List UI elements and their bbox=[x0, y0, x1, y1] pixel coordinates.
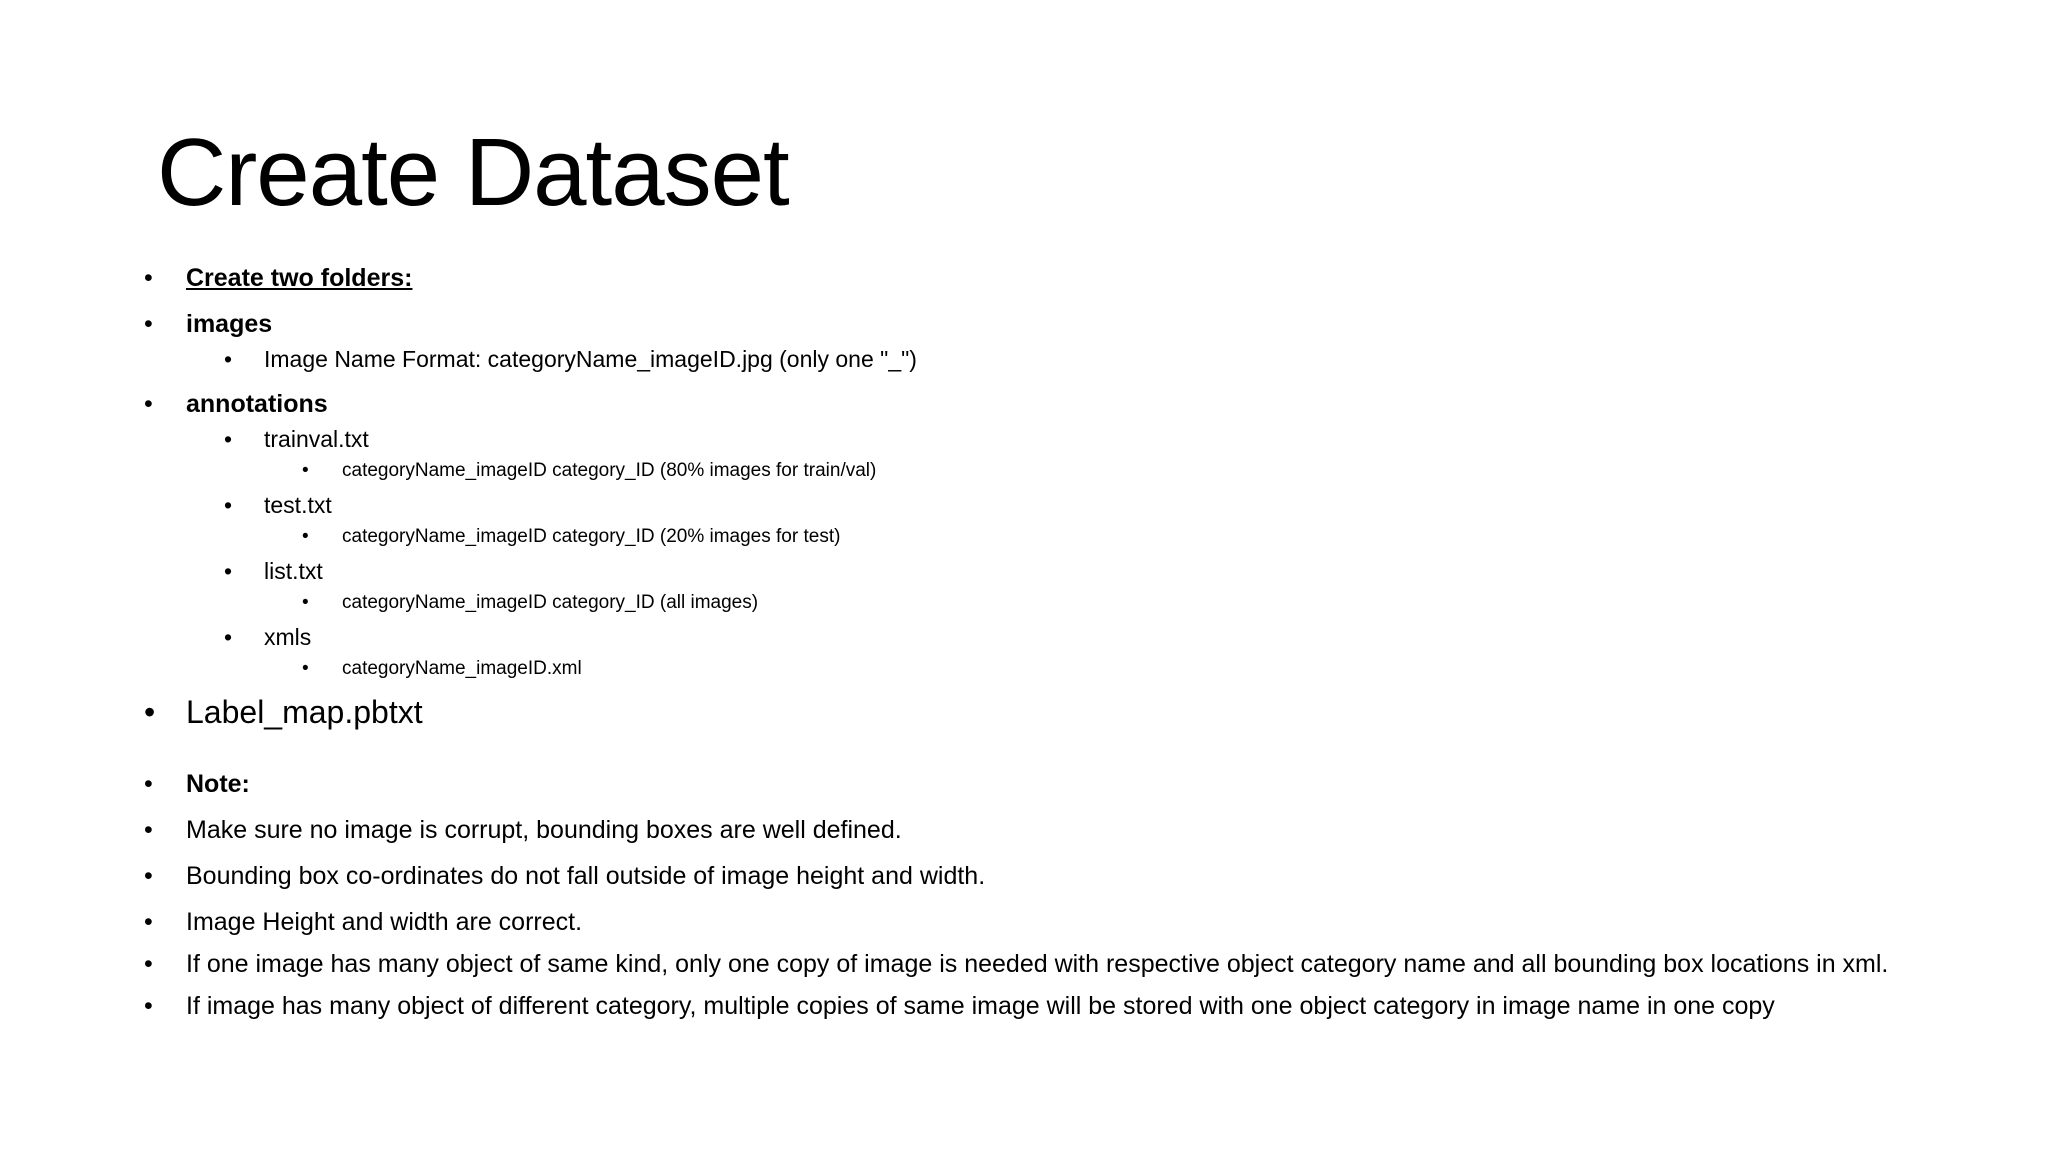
list-item bbox=[144, 622, 1924, 652]
bullet-icon: • bbox=[224, 624, 233, 650]
list-item bbox=[144, 590, 1924, 616]
list-item bbox=[144, 344, 1924, 374]
bullet-icon: • bbox=[144, 908, 153, 936]
bullet-icon: • bbox=[144, 992, 153, 1020]
bullet-icon: • bbox=[144, 950, 153, 978]
bullet-icon: • bbox=[144, 862, 153, 890]
create-folders-heading: Create two folders: bbox=[186, 264, 413, 292]
note-text: If one image has many object of same kind, only one copy of image is needed with respective object category name and all bounding box locations in xml. bbox=[186, 950, 1889, 978]
list-item bbox=[144, 906, 1924, 938]
list-item bbox=[144, 768, 1924, 800]
list-item bbox=[144, 490, 1924, 520]
bullet-icon: • bbox=[144, 816, 153, 844]
list-item bbox=[144, 458, 1924, 484]
slide-title: Create Dataset bbox=[157, 119, 789, 226]
bullet-list bbox=[144, 262, 1924, 1036]
bullet-icon: • bbox=[224, 558, 233, 584]
list-item bbox=[144, 656, 1924, 682]
bullet-icon: • bbox=[302, 460, 309, 481]
list-item bbox=[144, 556, 1924, 586]
list-item bbox=[144, 424, 1924, 454]
bullet-icon: • bbox=[144, 694, 156, 730]
list-item bbox=[144, 814, 1924, 846]
trainval-file-label: trainval.txt bbox=[264, 426, 369, 452]
annotations-folder-label: annotations bbox=[186, 390, 328, 418]
bullet-icon: • bbox=[302, 526, 309, 547]
list-description: categoryName_imageID category_ID (all images) bbox=[342, 592, 759, 613]
bullet-icon: • bbox=[224, 346, 233, 372]
label-map-file-label: Label_map.pbtxt bbox=[186, 694, 423, 730]
image-name-format-text: Image Name Format: categoryName_imageID.jpg (only one "_") bbox=[264, 346, 917, 372]
xmls-description: categoryName_imageID.xml bbox=[342, 658, 582, 679]
list-item bbox=[144, 262, 1924, 294]
xmls-folder-label: xmls bbox=[264, 624, 312, 650]
note-text: If image has many object of different category, multiple copies of same image will be stored with one object category in image name in one copy bbox=[186, 992, 1775, 1020]
bullet-icon: • bbox=[144, 390, 153, 418]
list-item bbox=[144, 524, 1924, 550]
bullet-icon: • bbox=[144, 264, 153, 292]
note-heading: Note: bbox=[186, 770, 250, 798]
note-text: Image Height and width are correct. bbox=[186, 908, 583, 936]
list-file-label: list.txt bbox=[264, 558, 323, 584]
note-text: Make sure no image is corrupt, bounding boxes are well defined. bbox=[186, 816, 902, 844]
test-description: categoryName_imageID category_ID (20% images for test) bbox=[342, 526, 841, 547]
note-text: Bounding box co-ordinates do not fall outside of image height and width. bbox=[186, 862, 986, 890]
bullet-icon: • bbox=[224, 426, 233, 452]
images-folder-label: images bbox=[186, 310, 273, 338]
trainval-description: categoryName_imageID category_ID (80% images for train/val) bbox=[342, 460, 877, 481]
bullet-icon: • bbox=[302, 658, 309, 679]
list-item bbox=[144, 860, 1924, 892]
list-item bbox=[144, 388, 1924, 420]
bullet-icon: • bbox=[224, 492, 233, 518]
bullet-icon: • bbox=[144, 310, 153, 338]
bullet-icon: • bbox=[302, 592, 309, 613]
test-file-label: test.txt bbox=[264, 492, 332, 518]
bullet-icon: • bbox=[144, 770, 153, 798]
list-item bbox=[144, 952, 1924, 976]
list-item bbox=[144, 990, 1924, 1022]
list-item bbox=[144, 308, 1924, 340]
list-item bbox=[144, 692, 1924, 732]
